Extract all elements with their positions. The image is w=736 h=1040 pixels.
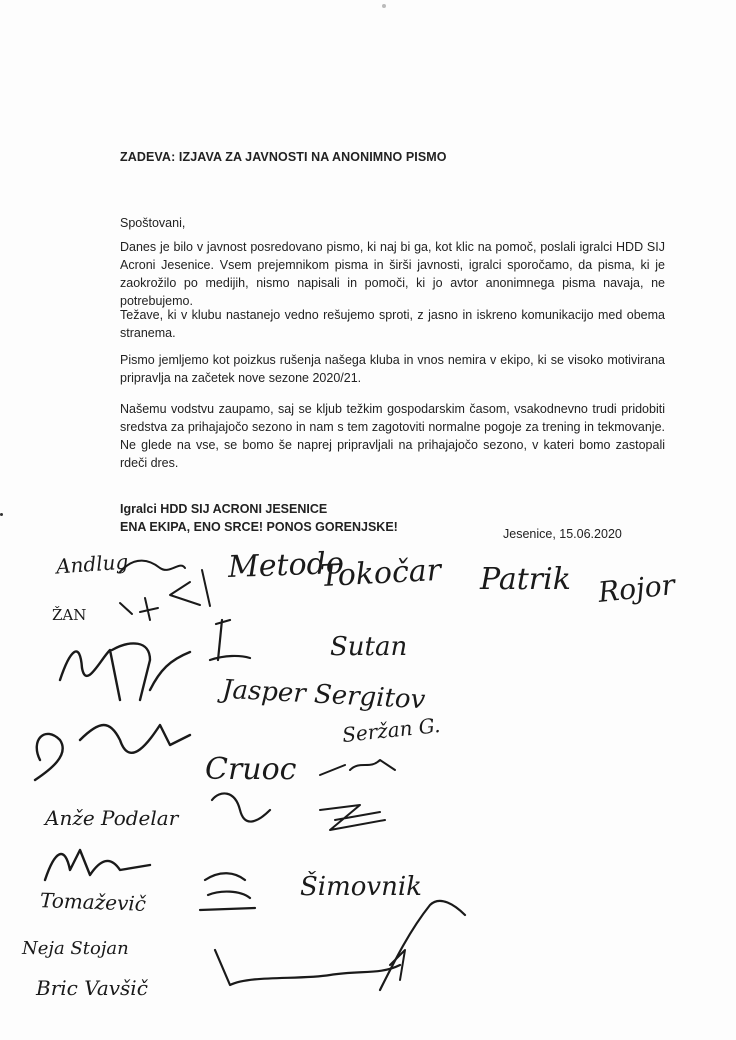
signature: Anže Podelar	[45, 806, 179, 830]
paragraph-4: Našemu vodstvu zaupamo, saj se kljub težkim gospodarskim časom, vsakodnevno trudi pridobiti sredstva za prihajajočo sezono in nam s tem zagotoviti normalne pogoje za trening in tekmovanje. Ne glede na vse, se bomo še naprej pripravljali na prihajajočo sezono, v kateri bomo zastopali rdeči dres.	[120, 402, 665, 470]
paragraph-2: Težave, ki v klubu nastanejo vedno rešujemo sproti, z jasno in iskreno komunikacijo med obema stranema.	[120, 308, 665, 340]
closing-motto: ENA EKIPA, ENO SRCE! PONOS GORENJSKE!	[120, 520, 398, 534]
paragraph-1: Danes je bilo v javnost posredovano pismo, ki naj bi ga, kot klic na pomoč, poslali igralci HDD SIJ Acroni Jesenice. Vsem prejemnikom pisma in širši javnosti, igralci sporočamo, da pisma, ki je zaokrožilo po medijih, nismo napisali in pomoči, ki jo avtor anonimnega pisma navaja, ne potrebujemo.	[120, 240, 665, 308]
paragraph-3: Pismo jemljemo kot poizkus rušenja našega kluba in vnos nemira v ekipo, ki se visoko motivirana pripravlja na začetek nove sezone 2020/21.	[120, 353, 665, 385]
signature: Jasper Sergitov	[221, 674, 427, 716]
signature: Andlug	[55, 549, 129, 579]
place-date: Jesenice, 15.06.2020	[503, 527, 622, 541]
signature: Šimovnik	[300, 872, 422, 902]
signature: Patrik	[480, 562, 571, 597]
signature: Tokočar	[319, 552, 442, 595]
closing-team: Igralci HDD SIJ ACRONI JESENICE	[120, 502, 328, 516]
letter-subject: ZADEVA: IZJAVA ZA JAVNOSTI NA ANONIMNO PISMO	[120, 150, 447, 164]
signature: Metodo	[227, 545, 345, 586]
salutation: Spoštovani,	[120, 216, 186, 230]
signature: Tomaževič	[39, 888, 147, 916]
signature: Rojor	[596, 568, 677, 609]
signature: Cruoc	[205, 752, 297, 787]
signature: Seržan G.	[341, 712, 442, 748]
signature: ŽAN	[52, 606, 87, 624]
signature: Sutan	[330, 632, 408, 662]
signature: Bric Vavšič	[36, 976, 148, 1000]
signature: Neja Stojan	[22, 938, 129, 959]
